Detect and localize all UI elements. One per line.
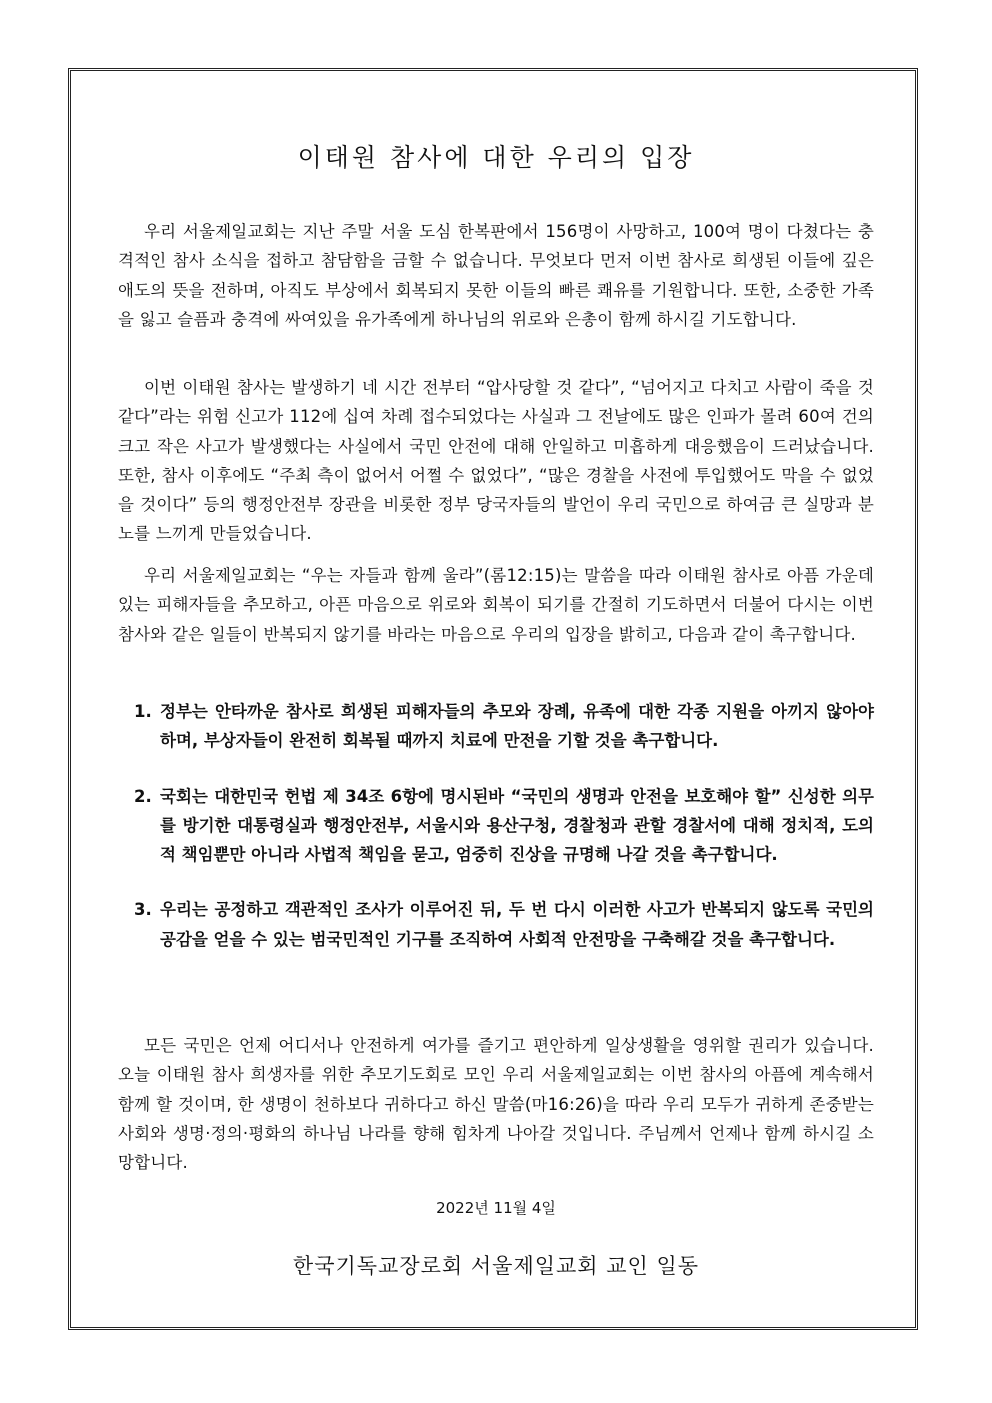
paragraph-closing: 모든 국민은 언제 어디서나 안전하게 여가를 즐기고 편안하게 일상생활을 영위할 권리가 있습니다. 오늘 이태원 참사 희생자를 위한 추모기도회로 모인 우리 서울제일교회는 이번 참사의 아픔에 계속해서 함께 할 것이며, 한 생명이 천하보다 귀하다고 하신 말씀(마16:26)을 따라 우리 모두가 귀하게 존중받는 사회와 생명·정의·평화의 하나님 나라를 향해 힘차게 나아갈 것입니다. 주님께서 언제나 함께 하시길 소망합니다. xyxy=(118,1036,874,1173)
demand-number: 3. xyxy=(134,900,152,920)
demand-item xyxy=(134,697,874,756)
demand-item xyxy=(134,895,874,954)
demand-text: 국회는 대한민국 헌법 제 34조 6항에 명시된바 “국민의 생명과 안전을 보호해야 할” 신성한 의무를 방기한 대통령실과 행정안전부, 서울시와 용산구청, 경찰청과 관할 경찰서에 대해 정치적, 도의적 책임뿐만 아니라 사법적 책임을 묻고, 엄중히 진상을 규명해 나갈 것을 촉구합니다. xyxy=(160,786,874,865)
paragraph-criticism: 이번 이태원 참사는 발생하기 네 시간 전부터 “압사당할 것 같다”, “넘어지고 다치고 사람이 죽을 것 같다”라는 위험 신고가 112에 십여 차례 접수되었다는 사실과 그 전날에도 많은 인파가 몰려 60여 건의 크고 작은 사고가 발생했다는 사실에서 국민 안전에 대해 안일하고 미흡하게 대응했음이 드러났습니다. 또한, 참사 이후에도 “주최 측이 없어서 어쩔 수 없었다”, “많은 경찰을 사전에 투입했어도 막을 수 없었을 것이다” 등의 행정안전부 장관을 비롯한 정부 당국자들의 발언이 우리 국민으로 하여금 큰 실망과 분노를 느끼게 만들었습니다. xyxy=(118,378,874,544)
demands-list xyxy=(134,697,874,980)
demand-number: 2. xyxy=(134,786,152,806)
demand-text: 우리는 공정하고 객관적인 조사가 이루어진 뒤, 두 번 다시 이러한 사고가 반복되지 않도록 국민의 공감을 얻을 수 있는 범국민적인 기구를 조직하여 사회적 안전망을 구축해갈 것을 촉구합니다. xyxy=(160,900,874,949)
paragraph-condolence: 우리 서울제일교회는 지난 주말 서울 도심 한복판에서 156명이 사망하고, 100여 명이 다쳤다는 충격적인 참사 소식을 접하고 참담함을 금할 수 없습니다. 무엇보다 먼저 이번 참사로 희생된 이들에 깊은 애도의 뜻을 전하며, 아직도 부상에서 회복되지 못한 이들의 빠른 쾌유를 기원합니다. 또한, 소중한 가족을 잃고 슬픔과 충격에 싸여있을 유가족에게 하나님의 위로와 은총이 함께 하시길 기도합니다. xyxy=(118,222,874,329)
document-date: 2022년 11월 4일 xyxy=(436,1199,556,1217)
paragraph-intent: 우리 서울제일교회는 “우는 자들과 함께 울라”(롬12:15)는 말씀을 따라 이태원 참사로 아픔 가운데 있는 피해자들을 추모하고, 아픈 마음으로 위로와 회복이 되기를 간절히 기도하면서 더불어 다시는 이번 참사와 같은 일들이 반복되지 않기를 바라는 마음으로 우리의 입장을 밝히고, 다음과 같이 촉구합니다. xyxy=(118,566,874,644)
demand-item xyxy=(134,782,874,870)
document-title: 이태원 참사에 대한 우리의 입장 xyxy=(297,143,695,172)
signature-line: 한국기독교장로회 서울제일교회 교인 일동 xyxy=(292,1254,700,1278)
demand-number: 1. xyxy=(134,702,152,721)
demand-text: 정부는 안타까운 참사로 희생된 피해자들의 추모와 장례, 유족에 대한 각종 지원을 아끼지 않아야 하며, 부상자들이 완전히 회복될 때까지 치료에 만전을 기할 것을 촉구합니다. xyxy=(160,702,874,751)
